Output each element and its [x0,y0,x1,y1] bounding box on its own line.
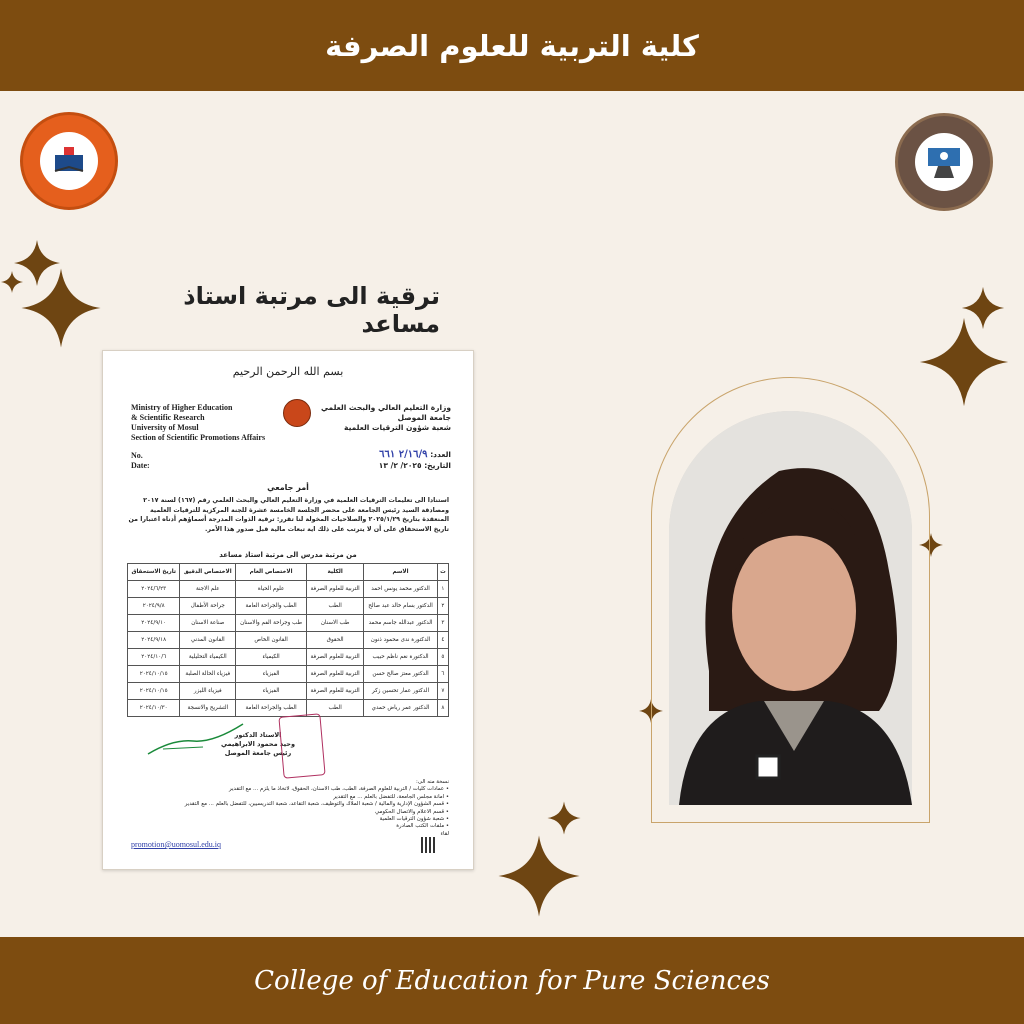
table-cell: ٧ [437,683,448,700]
sparkle-icon [495,830,583,922]
table-cell: جراحة الأطفال [180,598,236,615]
table-cell: فيزياء الحالة الصلبة [180,666,236,683]
sparkle-icon [18,260,104,356]
table-cell: ٢٠٢٤/١٠/٦ [128,649,180,666]
table-cell: ٢٠٢٤/٩/٨ [128,598,180,615]
table-cell: ٨ [437,700,448,717]
book-icon [49,141,89,181]
col-specific: الاختصاص الدقيق [180,564,236,581]
col-date: تاريخ الاستحقاق [128,564,180,581]
official-stamp [278,713,325,778]
sparkle-icon [916,312,1012,412]
table-cell: ٢٠٢٤/١٠/٣٠ [128,700,180,717]
table-cell: الدكتور عمار تحسين زكر [364,683,437,700]
promotion-heading: ترقية الى مرتبة استاذ مساعد [183,282,440,338]
table-cell: الكيمياء التحليلية [180,649,236,666]
contact-email[interactable]: promotion@uomosul.edu.iq [131,840,222,849]
document-number: ٢/١٦/٩ ٦٦١ [379,449,428,460]
table-row [128,649,449,666]
table-cell: علم الاجنة [180,581,236,598]
table-row [128,683,449,700]
college-title-arabic: كلية التربية للعلوم الصرفة [325,28,699,63]
logo-emblem [40,132,98,190]
table-cell: ٢٠٢٤/٩/١٠ [128,615,180,632]
table-cell: التربية للعلوم الصرفة [307,666,364,683]
table-cell: القانون المدني [180,632,236,649]
table-cell: الدكتور عبدالله جاسم محمد [364,615,437,632]
table-row [128,666,449,683]
portrait-photo [669,411,912,805]
col-general: الاختصاص العام [236,564,307,581]
table-cell: ٢ [437,598,448,615]
flask-icon [924,142,964,182]
table-cell: ٢٠٢٤/١٠/١٥ [128,666,180,683]
table-cell: طب الاسنان [307,615,364,632]
table-cell: الدكتورة نغم ناظم حبيب [364,649,437,666]
table-cell: الكيمياء [236,649,307,666]
table-cell: الطب والجراحة العامة [236,700,307,717]
table-cell: الفيزياء [236,666,307,683]
college-title-english: College of Education for Pure Sciences [254,965,770,996]
footer-banner [0,937,1024,1024]
signature-block: الاستاذ الدكتور وحيد محمود الابراهيمي رئيس جامعة الموصل [220,731,295,757]
col-college: الكلية [307,564,364,581]
college-logo-right [895,113,993,211]
document-date: ٢٠٢٥/ ٢/ ١٣ [378,461,422,470]
table-header-row [128,564,449,581]
table-cell: صناعة الاسنان [180,615,236,632]
table-row [128,581,449,598]
table-cell: الدكتور عمر رياض حمدي [364,700,437,717]
table-cell: ٢٠٢٤/٩/١٨ [128,632,180,649]
promotion-document [102,350,474,870]
table-cell: الطب [307,700,364,717]
table-cell: الدكتور بسام خالد عبد صالح [364,598,437,615]
english-meta: No. Date: [131,451,150,470]
header-banner [0,0,1024,91]
table-cell: الفيزياء [236,683,307,700]
table-cell: فيزياء الليزر [180,683,236,700]
table-row [128,700,449,717]
university-logo-left [20,112,118,210]
university-seal [283,399,311,427]
table-cell: ٢٠٢٤/٦/٢٣ [128,581,180,598]
table-cell: ٤ [437,632,448,649]
table-cell: الدكتورة ندى محمود ذنون [364,632,437,649]
arabic-meta: العدد: ٢/١٦/٩ ٦٦١ التاريخ: ٢٠٢٥/ ٢/ ١٣ [378,449,451,470]
table-cell: الدكتور معتز صالح حسن [364,666,437,683]
table-row [128,632,449,649]
table-cell: الدكتور محمد يونس احمد [364,581,437,598]
basmala: بسم الله الرحمن الرحيم [232,365,344,378]
table-cell: الطب والجراحة العامة [236,598,307,615]
table-cell: التشريح والانسجة [180,700,236,717]
table-title: من مرتبة مدرس الى مرتبة استاذ مساعد [219,551,357,559]
copies-list: نسخة منه الى: • عمادات كليات / التربية للعلوم الصرفة، الطب، طب الاسنان، الحقوق، لاتخاذ ما يلزم ... مع التقدير • امانة مجلس الجامعة، للتفضل بالعلم ... مع التقدير • قسم الشؤون الإدارية والمالية / شعبة الملاك والتوظيف، شعبة التقاعد، شعبة التدريسيين، للتفضل بالعلم ... مع التقدير • قسم الاعلام والاتصال الحكومي • شعبة شؤون الترقيات العلمية • ملفات الكتب الصادرة لقاء [184,779,449,837]
order-paragraph: استنادا الى تعليمات الترقيات العلمية في وزارة التعليم العالي والبحث العلمي رقم (١٦٧) لسنة ٢٠١٧ ومصادقة السيد رئيس الجامعة على محضر الجلسة الخامسة عشرة للجنة المركزية للترقيات العلمية المنعقدة بتاريخ ٢٠٢٥/١/٢٩ والصلاحيات المخولة لنا تقرر: ترقية الذوات المدرجة أسماؤهم أدناه اعتبارا من تاريخ الاستحقاق على أن لا يترتب على ذلك اية تبعات مالية قبل صدور هذا الأمر. [128,497,449,533]
table-row [128,615,449,632]
order-title: أمر جامعي [267,483,309,492]
table-cell: ٥ [437,649,448,666]
promotions-table [127,563,449,717]
table-cell: التربية للعلوم الصرفة [307,581,364,598]
table-cell: ١ [437,581,448,598]
portrait-illustration [669,411,912,805]
english-letterhead: Ministry of Higher Education & Scientific Research University of Mosul Section of Scientific Promotions Affairs [131,403,266,442]
table-cell: ٣ [437,615,448,632]
table-cell: الطب [307,598,364,615]
table-cell: القانون الخاص [236,632,307,649]
table-cell: علوم الحياة [236,581,307,598]
table-cell: التربية للعلوم الصرفة [307,649,364,666]
table-cell: ٢٠٢٤/١٠/١٥ [128,683,180,700]
arabic-letterhead: وزارة التعليم العالي والبحث العلمي جامعة الموصل شعبة شؤون الترقيات العلمية [320,403,451,432]
table-cell: طب وجراحة الفم والاسنان [236,615,307,632]
table-cell: التربية للعلوم الصرفة [307,683,364,700]
table-row [128,598,449,615]
table-cell: ٦ [437,666,448,683]
col-name: الاسم [364,564,437,581]
col-index: ت [437,564,448,581]
table-cell: الحقوق [307,632,364,649]
logo-emblem [915,133,973,191]
qr-code-icon [421,837,437,853]
